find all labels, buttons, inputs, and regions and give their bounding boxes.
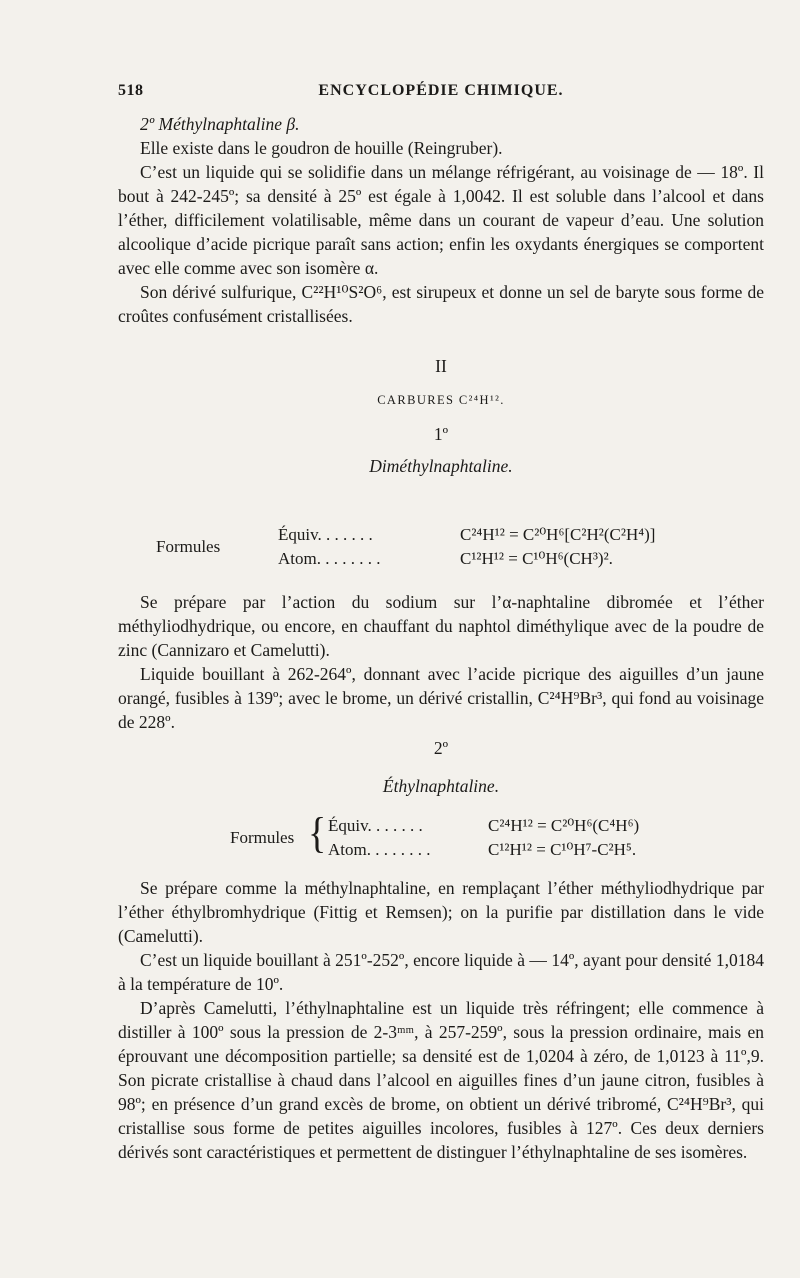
section-methylnaphtaline-beta [118, 112, 764, 328]
paragraph: Liquide bouillant à 262-264º, donnant avec l’acide picrique des aiguilles d’un jaune orangé, fusibles à 139º; avec le brome, un dérivé cristallin, C²⁴H⁹Br³, qui fond au voisinage de 228º. [118, 664, 764, 732]
page-header [118, 82, 764, 108]
subsection-title: Éthylnaphtaline. [382, 776, 500, 796]
atom-formula: C¹²H¹² = C¹⁰H⁷-C²H⁵. [488, 840, 637, 859]
paragraph: Se prépare comme la méthylnaphtaline, en remplaçant l’éther méthyliodhydrique par l’éther éthylbromhydrique (Fittig et Remsen); on la purifie par distillation dans le vide (Camelutti). [118, 878, 764, 946]
paragraph: C’est un liquide bouillant à 251º-252º, encore liquide à — 14º, ayant pour densité 1,0184 à la température de 10º. [118, 950, 764, 994]
paragraph: Se prépare par l’action du sodium sur l’α-naphtaline dibromée et l’éther méthyliodhydrique, ou encore, en chauffant du naphtol diméthylique avec de la poudre de zinc (Cannizaro et Camelutti). [118, 592, 764, 660]
section-heading: 2º Méthylnaphtaline β. [140, 114, 300, 134]
subsection-heading-block [118, 736, 764, 798]
running-title: ENCYCLOPÉDIE CHIMIQUE. [318, 82, 564, 99]
formulas-label: Formules [230, 828, 295, 847]
carbures-heading: CARBURES C²⁴H¹². [377, 393, 505, 407]
left-brace-icon: { [308, 808, 327, 858]
formulas-label: Formules [156, 537, 221, 556]
atom-formula: C¹²H¹² = C¹⁰H⁶(CH³)². [460, 549, 613, 568]
paragraph: D’après Camelutti, l’éthylnaphtaline est un liquide très réfringent; elle commence à distiller à 100º sous la pression de 2-3ᵐᵐ, à 257-259º, sous la pression ordinaire, mais en éprouvant une décomposition partielle; sa densité est de 1,0204 à zéro, de 1,0123 à 11º,9. Son picrate cristallise à chaud dans l’alcool en aiguilles fines d’un jaune citron, fusibles à 98º; en présence d’un grand excès de brome, on obtient un dérivé tribromé, C²⁴H⁹Br³, qui cristallise sous forme de petites aiguilles incolores, fusibles à 127º. Ces deux derniers dérivés sont caractéristiques et permettent de distinguer l’éthylnaphtaline de ses isomères. [118, 998, 764, 1162]
formula-block-ethyl [118, 808, 764, 872]
atom-label: Atom. . . . . . . . [328, 840, 431, 859]
page-number: 518 [118, 82, 144, 99]
subsection-number: 2º [433, 738, 449, 758]
equiv-label: Équiv. . . . . . . [278, 525, 373, 544]
paragraph: C’est un liquide qui se solidifie dans un mélange réfrigérant, au voisinage de — 18º. Il bout à 242-245º; sa densité à 25º est égale à 1,0042. Il est soluble dans l’alcool et dans l’éther, difficilement volatilisable, même dans un courant de vapeur d’eau. Une solution alcoolique d’acide picrique paraît sans action; enfin les oxydants énergiques se comportent avec elle comme avec son isomère α. [118, 162, 764, 278]
section-dimethylnaphtaline [118, 590, 764, 734]
atom-label: Atom. . . . . . . . [278, 549, 381, 568]
equiv-label: Équiv. . . . . . . [328, 816, 423, 835]
subsection-number: 1º [433, 424, 449, 444]
chapter-heading-block [118, 354, 764, 478]
roman-numeral: II [435, 356, 447, 376]
equiv-formula: C²⁴H¹² = C²⁰H⁶[C²H²(C²H⁴)] [460, 525, 656, 544]
paragraph: Son dérivé sulfurique, C²²H¹⁰S²O⁶, est sirupeux et donne un sel de baryte sous forme de croûtes confusément cristallisées. [118, 282, 764, 326]
equiv-formula: C²⁴H¹² = C²⁰H⁶(C⁴H⁶) [488, 816, 640, 835]
paragraph: Elle existe dans le goudron de houille (Reingruber). [140, 138, 503, 158]
section-ethylnaphtaline [118, 876, 764, 1164]
formula-block-dimethyl [118, 525, 764, 585]
subsection-title: Diméthylnaphtaline. [369, 456, 513, 476]
